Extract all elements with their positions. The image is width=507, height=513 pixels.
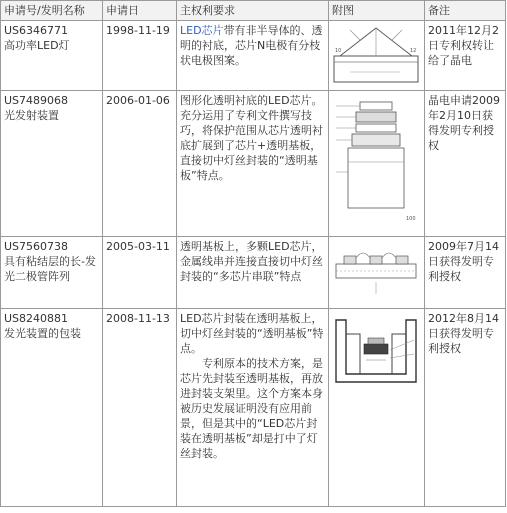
patent-drawing-package-icon — [330, 310, 422, 386]
svg-text:10: 10 — [335, 48, 342, 54]
header-figure: 附图 — [329, 1, 425, 21]
patent-drawing-layered-device-icon — [330, 92, 422, 232]
patent-drawing-led-lamp-icon — [330, 22, 422, 86]
svg-text:100: 100 — [406, 216, 416, 222]
patent-title: 光发射装置 — [4, 109, 59, 122]
patent-drawing-led-array-icon — [330, 238, 422, 304]
cell-remark: 2012年8月14日获得发明专利授权 — [425, 309, 506, 507]
cell-claim — [177, 21, 329, 91]
cell-figure — [329, 91, 425, 237]
cell-number-title — [1, 91, 103, 237]
claim-text: 带有非半导体的、透明的衬底，芯片N电极有分枝状电极图案。 — [180, 24, 323, 67]
cell-remark: 2011年12月2日专利权转让给了晶电 — [425, 21, 506, 91]
claim-note: 专利原本的技术方案，是芯片先封装至透明基板，再放进封装支架里。这个方案本身被历史发展证明没有应用前景，但是其中的“LED芯片封装在透明基板”却是打中了灯丝封装。 — [180, 357, 323, 460]
cell-claim: 图形化透明衬底的LED芯片。充分运用了专利文件撰写技巧，将保护范围从芯片透明衬底扩展到了芯片+透明基板，直接切中灯丝封装的“透明基板”特点。 — [177, 91, 329, 237]
cell-date: 2008-11-13 — [103, 309, 177, 507]
patent-title: 高功率LED灯 — [4, 39, 70, 52]
claim-text: LED芯片封装在透明基板上，切中灯丝封装的“透明基板”特点。 — [180, 312, 324, 355]
table-row — [1, 21, 506, 91]
cell-figure — [329, 21, 425, 91]
table-row — [1, 309, 506, 507]
header-main-claim: 主权利要求 — [177, 1, 329, 21]
header-number-title: 申请号/发明名称 — [1, 1, 103, 21]
cell-claim: 透明基板上，多颗LED芯片，金属线串并连接直接切中灯丝封装的“多芯片串联”特点 — [177, 237, 329, 309]
cell-date: 1998-11-19 — [103, 21, 177, 91]
cell-number-title — [1, 309, 103, 507]
cell-claim — [177, 309, 329, 507]
svg-text:12: 12 — [410, 48, 417, 54]
header-row — [1, 1, 506, 21]
cell-remark: 晶电申请2009年2月10日获得发明专利授权 — [425, 91, 506, 237]
claim-highlight: LED芯片 — [180, 24, 224, 37]
header-date: 申请日 — [103, 1, 177, 21]
cell-number-title — [1, 21, 103, 91]
cell-remark: 2009年7月14日获得发明专利授权 — [425, 237, 506, 309]
table-row — [1, 237, 506, 309]
patent-number: US8240881 — [4, 312, 69, 325]
patent-number: US7489068 — [4, 94, 69, 107]
table-row — [1, 91, 506, 237]
cell-figure — [329, 309, 425, 507]
cell-date: 2006-01-06 — [103, 91, 177, 237]
patent-number: US7560738 — [4, 240, 69, 253]
cell-figure — [329, 237, 425, 309]
cell-date: 2005-03-11 — [103, 237, 177, 309]
patent-title: 发光装置的包装 — [4, 327, 81, 340]
patent-number: US6346771 — [4, 24, 69, 37]
cell-number-title — [1, 237, 103, 309]
header-remark: 备注 — [425, 1, 506, 21]
patent-title: 具有粘结层的长-发光二极管阵列 — [4, 255, 96, 283]
